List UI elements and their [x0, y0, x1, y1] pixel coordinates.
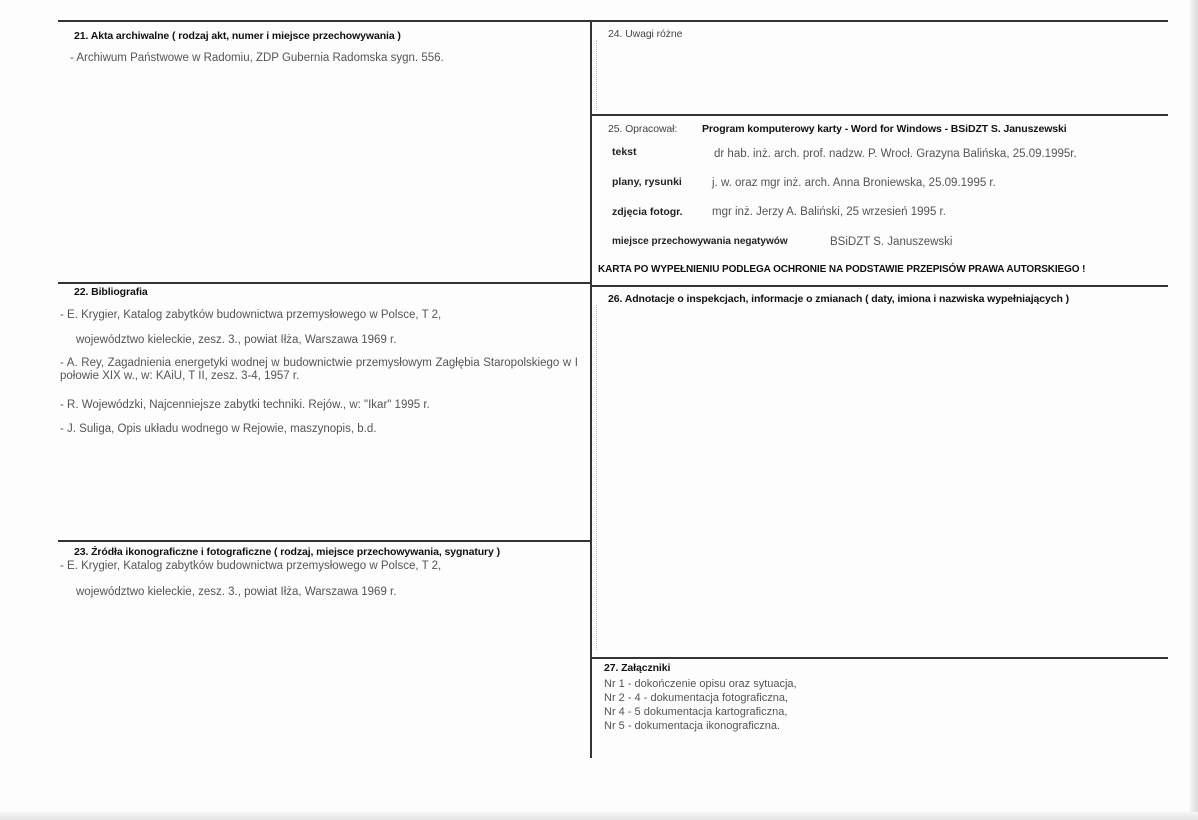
attachment-item: Nr 2 - 4 - dokumentacja fotograficzna,: [604, 692, 789, 704]
section-21-heading: 21. Akta archiwalne ( rodzaj akt, numer i miejsce przechowywania ): [74, 30, 401, 42]
author-value-photos: mgr inż. Jerzy A. Baliński, 25 wrzesień 1995 r.: [712, 206, 946, 218]
rule-27-top: [591, 657, 1168, 659]
author-value-text: dr hab. inż. arch. prof. nadzw. P. Wrocł. Grazyna Balińska, 25.09.1995r.: [714, 148, 1077, 160]
rule-center-vertical: [590, 20, 592, 758]
section-23-heading: 23. Źródła ikonograficzne i fotograficzne ( rodzaj, miejsce przechowywania, sygnatury ): [74, 546, 500, 558]
attachment-item: Nr 4 - 5 dokumentacja kartograficzna,: [604, 706, 788, 718]
faint-guide: [596, 305, 597, 650]
iconography-item: - E. Krygier, Katalog zabytków budownictwa przemysłowego w Polsce, T 2,: [60, 560, 442, 572]
bibliography-item: województwo kieleckie, zesz. 3., powiat Iłża, Warszawa 1969 r.: [76, 334, 397, 346]
author-label-text: tekst: [612, 146, 637, 158]
rule-22-top: [58, 282, 591, 284]
author-label-photos: zdjęcia fotogr.: [612, 206, 683, 218]
scan-edge-bottom: [0, 812, 1198, 820]
bibliography-item: - A. Rey, Zagadnienia energetyki wodnej w budownictwie przemysłowym Zagłębia Staropolskiego w I połowie XIX w., w: KAiU, T II, zesz. 3-4, 1957 r.: [60, 357, 578, 382]
bibliography-item: - E. Krygier, Katalog zabytków budownictwa przemysłowego w Polsce, T 2,: [60, 309, 442, 321]
rule-25-top: [591, 114, 1168, 116]
bibliography-item: - R. Wojewódzki, Najcenniejsze zabytki techniki. Rejów., w: "Ikar" 1995 r.: [60, 399, 430, 411]
section-25-heading: 25. Opracował:: [608, 123, 678, 135]
author-label-drawings: plany, rysunki: [612, 176, 682, 188]
bibliography-item: - J. Suliga, Opis układu wodnego w Rejowie, maszynopis, b.d.: [60, 423, 377, 435]
iconography-item: województwo kieleckie, zesz. 3., powiat Iłża, Warszawa 1969 r.: [76, 586, 397, 598]
faint-guide: [596, 40, 597, 110]
negatives-value: BSiDZT S. Januszewski: [830, 236, 953, 248]
attachment-item: Nr 1 - dokończenie opisu oraz sytuacja,: [604, 678, 797, 690]
attachment-item: Nr 5 - dokumentacja ikonograficzna.: [604, 720, 781, 732]
section-25-program: Program komputerowy karty - Word for Windows - BSiDZT S. Januszewski: [702, 123, 1067, 135]
author-value-drawings: j. w. oraz mgr inż. arch. Anna Broniewska, 25.09.1995 r.: [712, 177, 996, 189]
section-27-heading: 27. Załączniki: [604, 662, 671, 674]
rule-23-top: [58, 540, 591, 542]
section-24-heading: 24. Uwagi różne: [608, 28, 683, 40]
scan-edge-right: [1190, 0, 1198, 820]
section-22-heading: 22. Bibliografia: [74, 286, 148, 298]
rule-26-top: [591, 285, 1168, 287]
copyright-notice: KARTA PO WYPEŁNIENIU PODLEGA OCHRONIE NA PODSTAWIE PRZEPISÓW PRAWA AUTORSKIEGO !: [598, 264, 1086, 275]
section-21-entry: - Archiwum Państwowe w Radomiu, ZDP Gubernia Radomska sygn. 556.: [70, 52, 444, 64]
negatives-label: miejsce przechowywania negatywów: [612, 236, 788, 247]
rule-top: [58, 20, 1168, 22]
section-26-heading: 26. Adnotacje o inspekcjach, informacje o zmianach ( daty, imiona i nazwiska wypełniających ): [608, 293, 1070, 305]
